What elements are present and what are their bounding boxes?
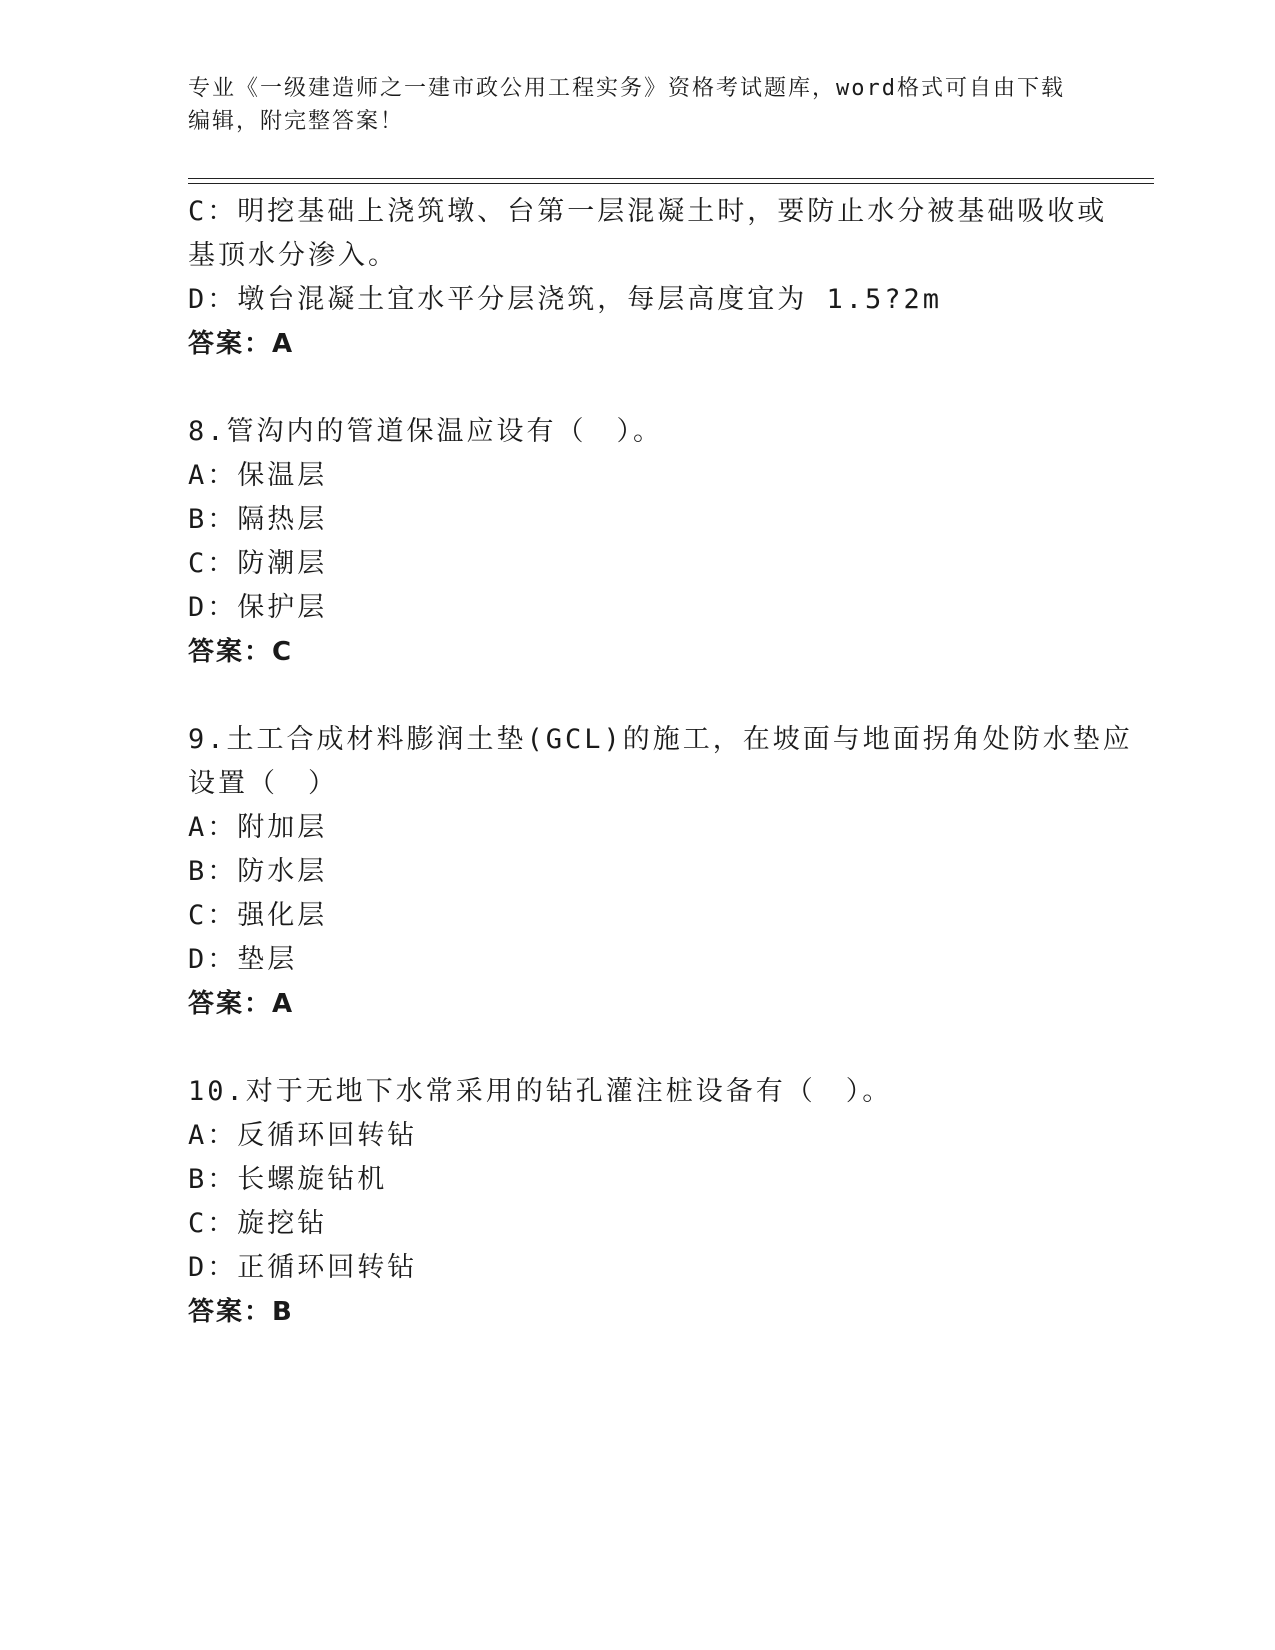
q7-option-c-line1: C：明挖基础上浇筑墩、台第一层混凝土时，要防止水分被基础吸收或	[188, 196, 1108, 227]
q7-option-c-line2: 基顶水分渗入。	[188, 240, 398, 271]
q8-option-b: B：隔热层	[188, 504, 328, 535]
q9-option-a: A：附加层	[188, 812, 328, 843]
header-divider-top	[188, 178, 1154, 179]
q7-option-d: D：墩台混凝土宜水平分层浇筑，每层高度宜为 1.5?2m	[188, 284, 943, 315]
q10-answer: 答案：B	[188, 1297, 294, 1327]
q8-option-d: D：保护层	[188, 592, 328, 623]
q8-option-a: A：保温层	[188, 460, 328, 491]
q7-answer: 答案：A	[188, 329, 295, 359]
q9-option-b: B：防水层	[188, 856, 328, 887]
q9-answer: 答案：A	[188, 989, 295, 1019]
q9-option-c: C：强化层	[188, 900, 328, 931]
q8-option-c: C：防潮层	[188, 548, 328, 579]
q8-answer: 答案：C	[188, 637, 294, 667]
header-divider-bottom	[188, 183, 1154, 184]
q10-question: 10.对于无地下水常采用的钻孔灌注桩设备有（ ）。	[188, 1076, 893, 1107]
q10-option-d: D：正循环回转钻	[188, 1252, 418, 1283]
q9-option-d: D：垫层	[188, 944, 298, 975]
page-header: 专业《一级建造师之一建市政公用工程实务》资格考试题库，word格式可自由下载编辑，附完整答案！	[188, 76, 1065, 134]
q8-question: 8.管沟内的管道保温应设有（ ）。	[188, 416, 664, 447]
q10-option-a: A：反循环回转钻	[188, 1120, 418, 1151]
q9-question-line1: 9.土工合成材料膨润土垫(GCL)的施工，在坡面与地面拐角处防水垫应	[188, 724, 1133, 755]
q10-option-b: B：长螺旋钻机	[188, 1164, 388, 1195]
q10-option-c: C：旋挖钻	[188, 1208, 328, 1239]
q9-question-line2: 设置（ ）	[188, 768, 338, 799]
